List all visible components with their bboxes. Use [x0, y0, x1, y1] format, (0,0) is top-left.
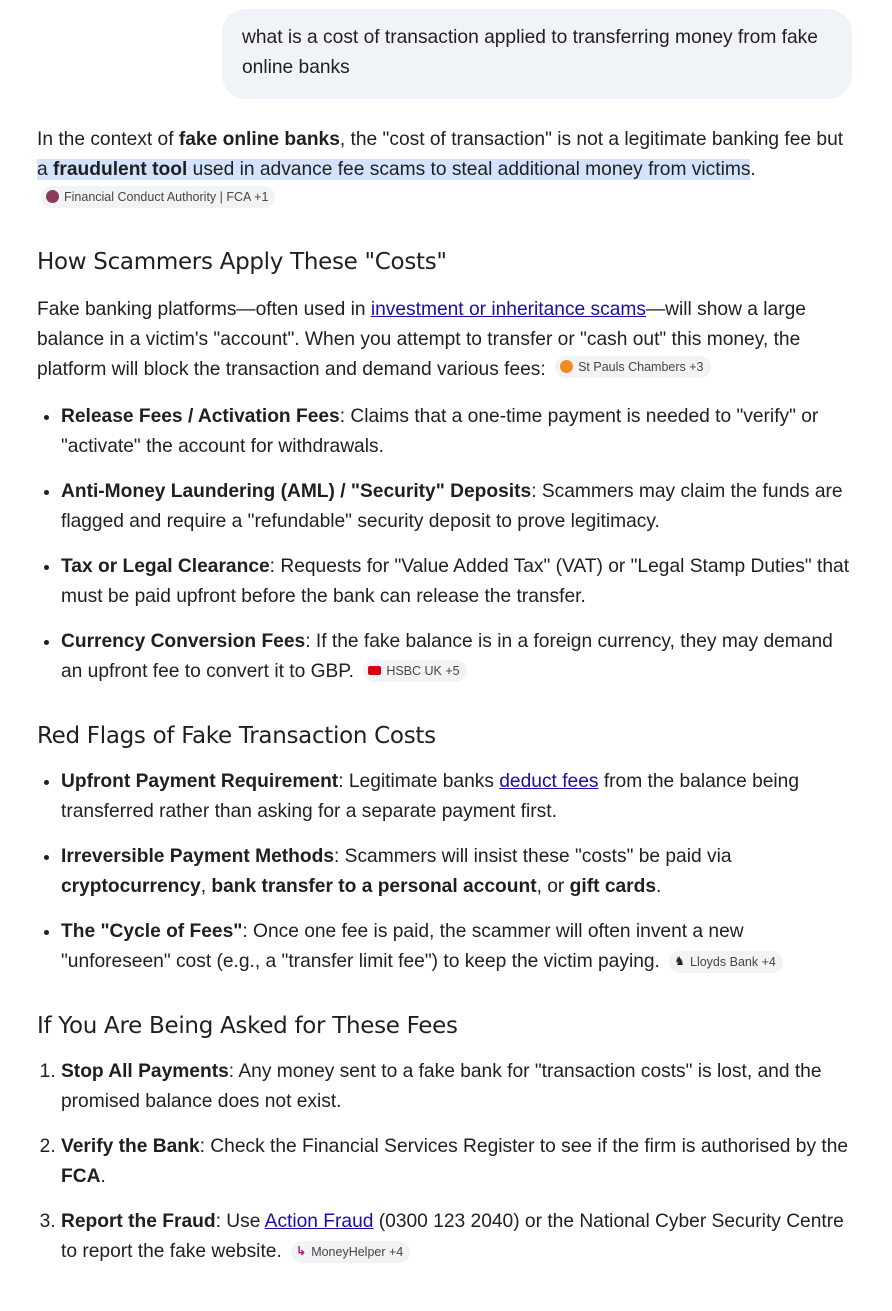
section-heading-if-asked: If You Are Being Asked for These Fees: [37, 1013, 458, 1039]
intro-text-1: In the context of: [37, 129, 179, 150]
list-item-bold: gift cards: [569, 876, 657, 897]
list-item: [61, 477, 857, 537]
list-item: [61, 917, 857, 977]
section1-text-1: Fake banking platforms—often used in: [37, 299, 371, 320]
list-item-bold: FCA: [61, 1166, 101, 1187]
section1-text-2: —will show a large balance in a victim's "account". When you attempt to transfer or "cash out" this money, the platform will block the transaction and demand various fees:: [37, 299, 806, 380]
fca-icon: [46, 190, 59, 203]
hsbc-icon: [368, 666, 381, 675]
fees-list: [37, 402, 857, 687]
source-chip-label: Lloyds Bank +4: [690, 954, 776, 969]
user-query-text: what is a cost of transaction applied to transferring money from fake online banks: [242, 27, 818, 78]
list-item: [61, 627, 857, 687]
section1-paragraph: [37, 295, 857, 385]
list-item-bold: Irreversible Payment Methods: [61, 846, 334, 867]
source-chip-label: Financial Conduct Authority | FCA +1: [64, 189, 269, 204]
list-item-text: : Scammers may claim the funds are flagged and require a "refundable" security deposit to prove legitimacy.: [61, 481, 843, 532]
list-item-text: : Use: [215, 1211, 265, 1232]
highlight-text-1: a: [37, 159, 54, 180]
list-item-bold: Tax or Legal Clearance: [61, 556, 270, 577]
list-item-bold: Verify the Bank: [61, 1136, 200, 1157]
list-item-text: : If the fake balance is in a foreign currency, they may demand an upfront fee to convert it to GBP.: [61, 631, 833, 682]
intro-text-2: , the "cost of transaction" is not a legitimate banking fee but: [339, 129, 844, 150]
list-item-bold: Anti-Money Laundering (AML) / "Security" Deposits: [61, 481, 532, 502]
horse-icon: ♞: [674, 954, 685, 968]
list-item-text: : Any money sent to a fake bank for "transaction costs" is lost, and the promised balance does not exist.: [61, 1061, 822, 1112]
list-item-text: : Once one fee is paid, the scammer will often invent a new "unforeseen" cost (e.g., a "transfer limit fee") to keep the victim paying.: [61, 921, 744, 972]
source-chip-st-pauls[interactable]: [555, 356, 710, 378]
section-heading-how-scammers: How Scammers Apply These "Costs": [37, 249, 447, 275]
list-item-text: : Requests for "Value Added Tax" (VAT) or "Legal Stamp Duties" that must be paid upfront before the bank can release the transfer.: [61, 556, 850, 607]
highlight-bold: fraudulent tool: [53, 159, 188, 180]
arrow-icon: ↳: [296, 1244, 307, 1258]
user-query-bubble: [222, 9, 852, 99]
list-item-bold: The "Cycle of Fees": [61, 921, 243, 942]
intro-bold-1: fake online banks: [178, 129, 340, 150]
steps-list: [37, 1057, 857, 1267]
list-item-text: : Legitimate banks: [338, 771, 500, 792]
list-item-text: ,: [200, 876, 212, 897]
list-item: [61, 1057, 857, 1117]
list-item-bold: Upfront Payment Requirement: [61, 771, 339, 792]
source-chip-label: St Pauls Chambers +3: [578, 359, 704, 374]
list-item-text: .: [100, 1166, 106, 1187]
list-item: [61, 1132, 857, 1192]
st-pauls-icon: [560, 360, 573, 373]
list-item-text: from the balance being transferred rather than asking for a separate payment first.: [61, 771, 800, 822]
list-item-text: : Claims that a one-time payment is needed to "verify" or "activate" the account for withdrawals.: [61, 406, 819, 457]
list-item: [61, 402, 857, 462]
source-chip-lloyds[interactable]: [669, 951, 783, 973]
intro-text-3: .: [750, 159, 756, 180]
source-chip-label: HSBC UK +5: [386, 663, 460, 678]
list-item-text: (0300 123 2040) or the National Cyber Security Centre to report the fake website.: [61, 1211, 844, 1262]
list-item-text: : Check the Financial Services Register to see if the firm is authorised by the: [199, 1136, 849, 1157]
list-item-text: , or: [536, 876, 570, 897]
list-item: [61, 842, 857, 902]
link-investment-scams[interactable]: investment or inheritance scams: [370, 299, 646, 320]
link-deduct-fees[interactable]: deduct fees: [499, 771, 599, 792]
highlighted-claim[interactable]: [37, 159, 750, 180]
red-flags-list: [37, 767, 857, 977]
list-item-bold: Currency Conversion Fees: [61, 631, 306, 652]
list-item-bold: Stop All Payments: [61, 1061, 229, 1082]
source-chip-label: MoneyHelper +4: [311, 1244, 404, 1259]
list-item: [61, 1207, 857, 1267]
source-chip-moneyhelper[interactable]: [291, 1241, 410, 1263]
highlight-text-2: used in advance fee scams to steal additional money from victims: [187, 159, 751, 180]
list-item: [61, 767, 857, 827]
list-item-text: : Scammers will insist these "costs" be paid via: [334, 846, 732, 867]
list-item-bold: Report the Fraud: [61, 1211, 216, 1232]
source-chip-fca[interactable]: [41, 186, 275, 208]
list-item-bold: bank transfer to a personal account: [211, 876, 537, 897]
source-chip-hsbc[interactable]: [363, 660, 466, 682]
list-item-bold: cryptocurrency: [61, 876, 201, 897]
ai-response: [37, 125, 857, 1267]
intro-paragraph: [37, 125, 857, 215]
section-heading-red-flags: Red Flags of Fake Transaction Costs: [37, 723, 436, 749]
list-item: [61, 552, 857, 612]
link-action-fraud[interactable]: Action Fraud: [264, 1211, 374, 1232]
list-item-text: .: [656, 876, 662, 897]
list-item-bold: Release Fees / Activation Fees: [61, 406, 340, 427]
